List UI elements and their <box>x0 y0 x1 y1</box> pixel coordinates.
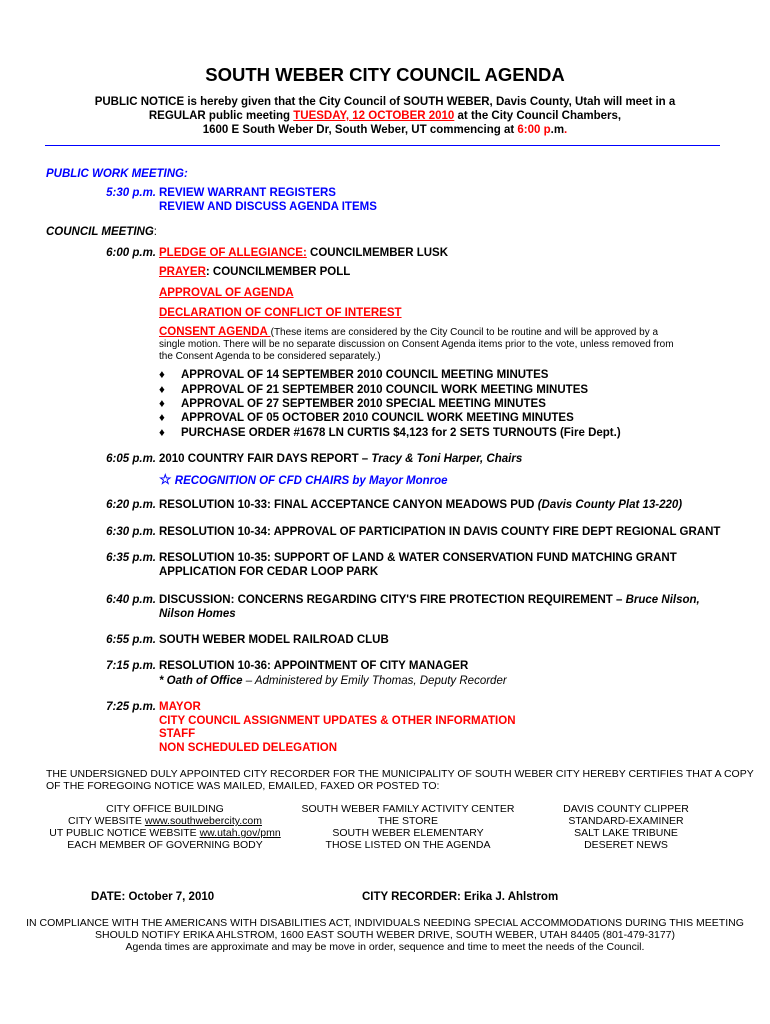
certify-date: DATE: October 7, 2010 <box>91 891 215 903</box>
pledge-label: PLEDGE OF ALLEGIANCE: <box>159 247 307 259</box>
fire-protection-text: DISCUSSION: CONCERNS REGARDING CITY'S FIRE PROTECTION REQUIREMENT – <box>159 594 626 606</box>
consent-item-text: APPROVAL OF 14 SEPTEMBER 2010 COUNCIL MEETING MINUTES <box>181 369 549 381</box>
time-655: 6:55 p.m. <box>106 634 156 646</box>
work-meeting-header: PUBLIC WORK MEETING: <box>46 168 188 180</box>
consent-note-3: the Consent Agenda to be considered separately.) <box>159 351 381 362</box>
work-item-1: REVIEW WARRANT REGISTERS <box>159 187 336 199</box>
time-640: 6:40 p.m. <box>106 594 156 606</box>
time-630: 6:30 p.m. <box>106 526 156 538</box>
posted-location: STANDARD-EXAMINER <box>568 815 684 827</box>
posted-to-column-1 <box>40 803 290 851</box>
posted-location: CITY OFFICE BUILDING <box>106 803 224 815</box>
ada-line-3: Agenda times are approximate and may be move in order, sequence and time to meet the needs of the Council. <box>125 941 645 953</box>
approval-of-agenda: APPROVAL OF AGENDA <box>159 287 294 299</box>
oath-of-office <box>159 675 507 687</box>
header-divider <box>45 145 720 146</box>
consent-item-text: APPROVAL OF 05 OCTOBER 2010 COUNCIL WORK MEETING MINUTES <box>181 412 574 424</box>
work-item-2: REVIEW AND DISCUSS AGENDA ITEMS <box>159 201 377 213</box>
oath-of-office-detail: – Administered by Emily Thomas, Deputy Recorder <box>242 675 507 687</box>
meeting-time: 6:00 p <box>517 124 551 136</box>
notice-line-2 <box>0 110 770 122</box>
non-scheduled-delegation: NON SCHEDULED DELEGATION <box>159 742 338 754</box>
posted-location: DAVIS COUNTY CLIPPER <box>563 803 689 815</box>
council-meeting-label: COUNCIL MEETING <box>46 226 154 238</box>
posted-location: EACH MEMBER OF GOVERNING BODY <box>67 839 263 851</box>
consent-list-item <box>159 384 588 396</box>
pledge-item <box>159 247 448 259</box>
country-fair-chairs: Tracy & Toni Harper, Chairs <box>371 453 523 465</box>
oath-of-office-label: * Oath of Office <box>159 675 243 687</box>
pledge-value: COUNCILMEMBER LUSK <box>306 247 449 259</box>
posted-location: SALT LAKE TRIBUNE <box>574 827 678 839</box>
resolution-10-33 <box>159 499 682 511</box>
ada-line-1: IN COMPLIANCE WITH THE AMERICANS WITH DISABILITIES ACT, INDIVIDUALS NEEDING SPECIAL ACCOMMODATIONS DURING THIS MEETING <box>26 917 744 929</box>
posted-location: SOUTH WEBER ELEMENTARY <box>332 827 484 839</box>
public-notice-label: UT PUBLIC NOTICE WEBSITE <box>49 827 200 839</box>
time-605: 6:05 p.m. <box>106 453 156 465</box>
posted-location: THE STORE <box>378 815 438 827</box>
consent-list-item <box>159 412 574 424</box>
council-meeting-colon: : <box>153 226 157 238</box>
time-715: 7:15 p.m. <box>106 660 156 672</box>
resolution-10-33-plat: (Davis County Plat 13-220) <box>537 499 683 511</box>
work-meeting-time: 5:30 p.m. <box>106 187 156 199</box>
ada-line-2: SHOULD NOTIFY ERIKA AHLSTROM, 1600 EAST SOUTH WEBER DRIVE, SOUTH WEBER, UTAH 84405 (801-479-3177) <box>94 929 675 941</box>
staff-item: STAFF <box>159 728 196 740</box>
prayer-value: : COUNCILMEMBER POLL <box>205 266 351 278</box>
meeting-date: TUESDAY, 12 OCTOBER 2010 <box>293 110 455 122</box>
prayer-label: PRAYER <box>159 266 206 278</box>
diamond-bullet-icon: ♦ <box>159 412 165 424</box>
resolution-10-36: RESOLUTION 10-36: APPOINTMENT OF CITY MANAGER <box>159 660 469 672</box>
time-635: 6:35 p.m. <box>106 552 156 564</box>
cfd-recognition <box>159 471 448 488</box>
diamond-bullet-icon: ♦ <box>159 427 165 439</box>
resolution-10-34: RESOLUTION 10-34: APPROVAL OF PARTICIPATION IN DAVIS COUNTY FIRE DEPT REGIONAL GRANT <box>159 526 721 538</box>
mayor-item: MAYOR <box>159 701 201 713</box>
cfd-recognition-text: RECOGNITION OF CFD CHAIRS by Mayor Monroe <box>171 475 448 487</box>
council-updates-item: CITY COUNCIL ASSIGNMENT UPDATES & OTHER INFORMATION <box>159 715 516 727</box>
conflict-of-interest: DECLARATION OF CONFLICT OF INTEREST <box>159 307 402 319</box>
consent-agenda-label: CONSENT AGENDA <box>159 326 271 338</box>
consent-list-item <box>159 427 621 439</box>
diamond-bullet-icon: ♦ <box>159 398 165 410</box>
star-icon: ☆ <box>159 471 172 487</box>
meeting-time-dot: . <box>564 124 568 136</box>
posted-to-column-3 <box>526 803 726 851</box>
model-railroad-club: SOUTH WEBER MODEL RAILROAD CLUB <box>159 634 389 646</box>
consent-item-text: APPROVAL OF 27 SEPTEMBER 2010 SPECIAL MEETING MINUTES <box>181 398 546 410</box>
notice-line-2-pre: REGULAR public meeting <box>148 110 294 122</box>
city-recorder: CITY RECORDER: Erika J. Ahlstrom <box>362 891 559 903</box>
posted-location: THOSE LISTED ON THE AGENDA <box>325 839 491 851</box>
posted-location <box>40 815 290 827</box>
posted-location: DESERET NEWS <box>584 839 668 851</box>
consent-list-item <box>159 398 546 410</box>
posted-location: SOUTH WEBER FAMILY ACTIVITY CENTER <box>301 803 515 815</box>
page-title: SOUTH WEBER CITY COUNCIL AGENDA <box>205 64 565 85</box>
public-notice-link[interactable]: ww.utah.gov/pmn <box>199 827 281 839</box>
city-website-link[interactable]: www.southwebercity.com <box>144 815 262 827</box>
resolution-10-35: RESOLUTION 10-35: SUPPORT OF LAND & WATER CONSERVATION FUND MATCHING GRANT <box>159 552 677 564</box>
time-725: 7:25 p.m. <box>106 701 156 713</box>
resolution-10-33-text: RESOLUTION 10-33: FINAL ACCEPTANCE CANYON MEADOWS PUD <box>159 499 538 511</box>
fire-protection-presenter: Bruce Nilson, <box>625 594 700 606</box>
time-600: 6:00 p.m. <box>106 247 156 259</box>
notice-line-3 <box>0 124 770 136</box>
notice-line-3-pre: 1600 E South Weber Dr, South Weber, UT commencing at <box>202 124 518 136</box>
posted-location <box>40 827 290 839</box>
notice-line-2-post: at the City Council Chambers, <box>454 110 622 122</box>
council-meeting-header <box>46 226 157 238</box>
consent-note-1: (These items are considered by the City Council to be routine and will be approved by a <box>270 327 659 338</box>
fire-protection-line-2: Nilson Homes <box>159 608 236 620</box>
certify-line-2: OF THE FOREGOING NOTICE WAS MAILED, EMAILED, FAXED OR POSTED TO: <box>46 780 440 792</box>
fire-protection-discussion <box>159 594 700 606</box>
posted-to-column-2 <box>290 803 526 851</box>
prayer-item <box>159 266 350 278</box>
consent-note-2: single motion. There will be no separate discussion on Consent Agenda items prior to the vote, unless removed from <box>159 339 674 350</box>
diamond-bullet-icon: ♦ <box>159 369 165 381</box>
time-620: 6:20 p.m. <box>106 499 156 511</box>
country-fair-text: 2010 COUNTRY FAIR DAYS REPORT – <box>159 453 372 465</box>
website-label: CITY WEBSITE <box>68 815 145 827</box>
diamond-bullet-icon: ♦ <box>159 384 165 396</box>
consent-agenda <box>159 326 658 338</box>
resolution-10-35-line-2: APPLICATION FOR CEDAR LOOP PARK <box>159 566 379 578</box>
consent-item-text: PURCHASE ORDER #1678 LN CURTIS $4,123 for 2 SETS TURNOUTS (Fire Dept.) <box>181 427 621 439</box>
meeting-time-suffix: .m <box>550 124 565 136</box>
consent-list-item <box>159 369 548 381</box>
country-fair-report <box>159 453 522 465</box>
certify-line-1: THE UNDERSIGNED DULY APPOINTED CITY RECORDER FOR THE MUNICIPALITY OF SOUTH WEBER CITY HEREBY CERTIFIES THAT A COPY <box>46 768 754 780</box>
consent-item-text: APPROVAL OF 21 SEPTEMBER 2010 COUNCIL WORK MEETING MINUTES <box>181 384 589 396</box>
notice-line-1: PUBLIC NOTICE is hereby given that the City Council of SOUTH WEBER, Davis County, Utah will meet in a <box>94 96 676 108</box>
